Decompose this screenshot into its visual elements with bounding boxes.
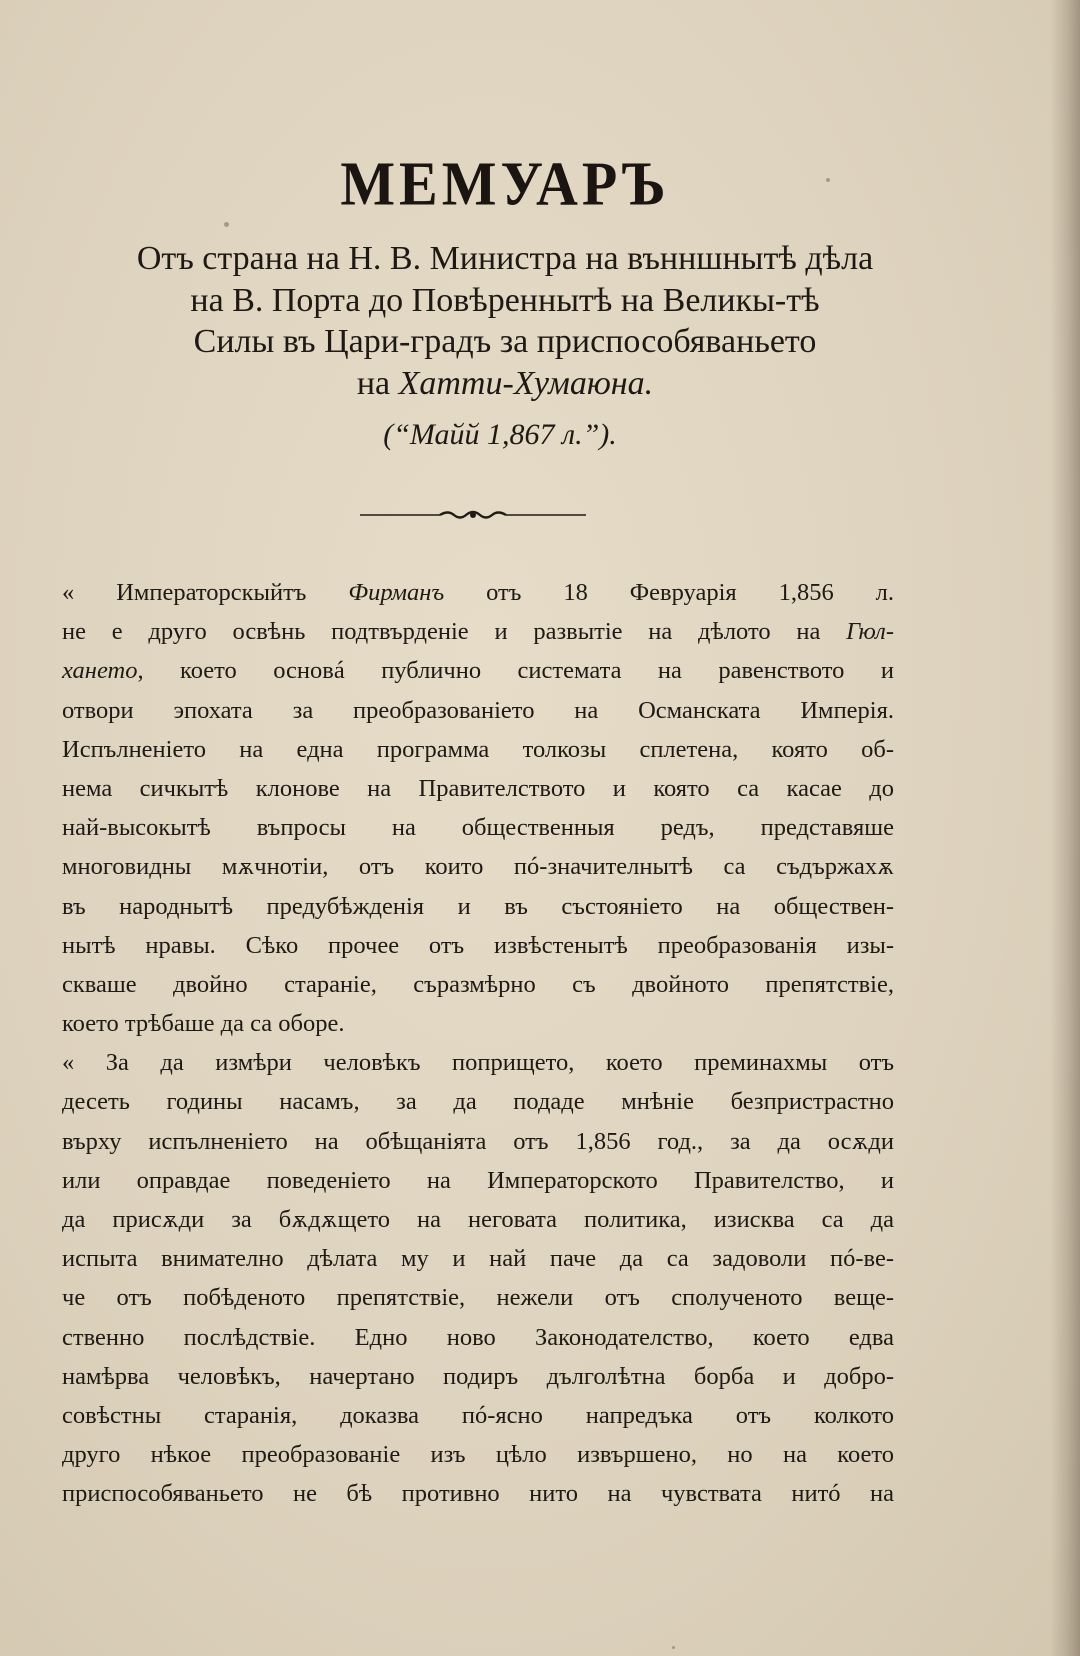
body-line: Испълненіето на една программа толкозы сплетена, която об- — [62, 735, 894, 763]
body-line: « Императорскыйтъ Фирманъ отъ 18 Февруарія 1,856 л. — [62, 579, 894, 606]
subtitle-line-2: на В. Порта до Повѣреннытѣ на Великы-тѣ — [190, 281, 820, 319]
body-line: че отъ побѣденото препятствіе, нежели отъ сполученото веще- — [62, 1284, 894, 1312]
subtitle-line-4 — [60, 363, 950, 405]
subtitle-line-1: Отъ страна на Н. В. Министра на вънншнытѣ дѣла — [136, 240, 874, 277]
body-line: совѣстны старанія, доказва пó-ясно напредъка отъ колкото — [62, 1401, 894, 1429]
body-line: да присѫди за бѫдѫщето на неговата политика, изисква са да — [62, 1206, 894, 1233]
subtitle-line-4-prefix: на — [356, 364, 391, 402]
document-title: МЕМУАРЪ — [340, 148, 670, 219]
body-text — [62, 573, 894, 1514]
page-edge-shadow — [1050, 0, 1080, 1656]
body-line: върху испълненіето на обѣщанiята отъ 1,856 год., за да осѫди — [62, 1127, 894, 1155]
body-line: многовидны мѫчнотіи, отъ които пó-значителнытѣ са съдържахѫ — [62, 853, 894, 881]
body-line: намѣрва человѣкъ, начертано подиръ дълголѣтна борба и добро- — [62, 1362, 894, 1390]
paper-speck — [826, 178, 830, 182]
paper-speck — [672, 1646, 675, 1649]
body-line: друго нѣкое преобразованіе изъ цѣло извършено, но на което — [62, 1441, 894, 1469]
document-date: (“Майй 1,867 л.”). — [383, 418, 617, 451]
body-line: хането, което основá публично системата на равенството и — [62, 657, 894, 685]
ornament-divider-icon — [360, 507, 586, 523]
subtitle-line-4-italic: Хатти-Хумаюна. — [398, 364, 654, 402]
body-line: скваше двойно стараніе, съразмѣрно съ двойното препятствіе, — [62, 970, 894, 998]
body-line: ственно послѣдствіе. Едно ново Законодателство, което едва — [62, 1323, 894, 1351]
body-line: нытѣ нравы. Сѣко прочее отъ извѣстенытѣ преобразованія изы- — [62, 931, 894, 959]
document-subtitle — [60, 238, 950, 404]
body-line: отвори эпохата за преобразованіето на Османската Имперія. — [62, 696, 894, 724]
body-line: испыта внимателно дѣлата му и най паче да са задоволи пó-ве- — [62, 1245, 894, 1273]
body-line: нема сичкытѣ клонове на Правителството и която са касае до — [62, 774, 894, 802]
body-line: което трѣбаше да са оборе. — [62, 1010, 345, 1038]
subtitle-line-3: Силы въ Цари-градъ за приспособяваньето — [193, 323, 817, 360]
body-line: въ народнытѣ предубѣжденія и въ състоянiето на обществен- — [62, 892, 894, 920]
body-line: приспособяваньето не бѣ противно нито на чувствата нитó на — [62, 1480, 894, 1508]
body-line: или оправдае поведеніето на Императорското Правителство, и — [62, 1166, 894, 1194]
body-line: не е друго освѣнь подтвърденіе и развытіе на дѣлото на Гюл- — [62, 618, 894, 646]
paper-speck — [224, 222, 229, 227]
body-line: десеть годины насамъ, за да подаде мнѣніе безпристрастно — [62, 1088, 894, 1116]
body-line: « За да измѣри человѣкъ попрището, което преминахмы отъ — [62, 1049, 894, 1077]
body-line: най-высокытѣ въпросы на общественныя редъ, представяше — [62, 814, 894, 842]
